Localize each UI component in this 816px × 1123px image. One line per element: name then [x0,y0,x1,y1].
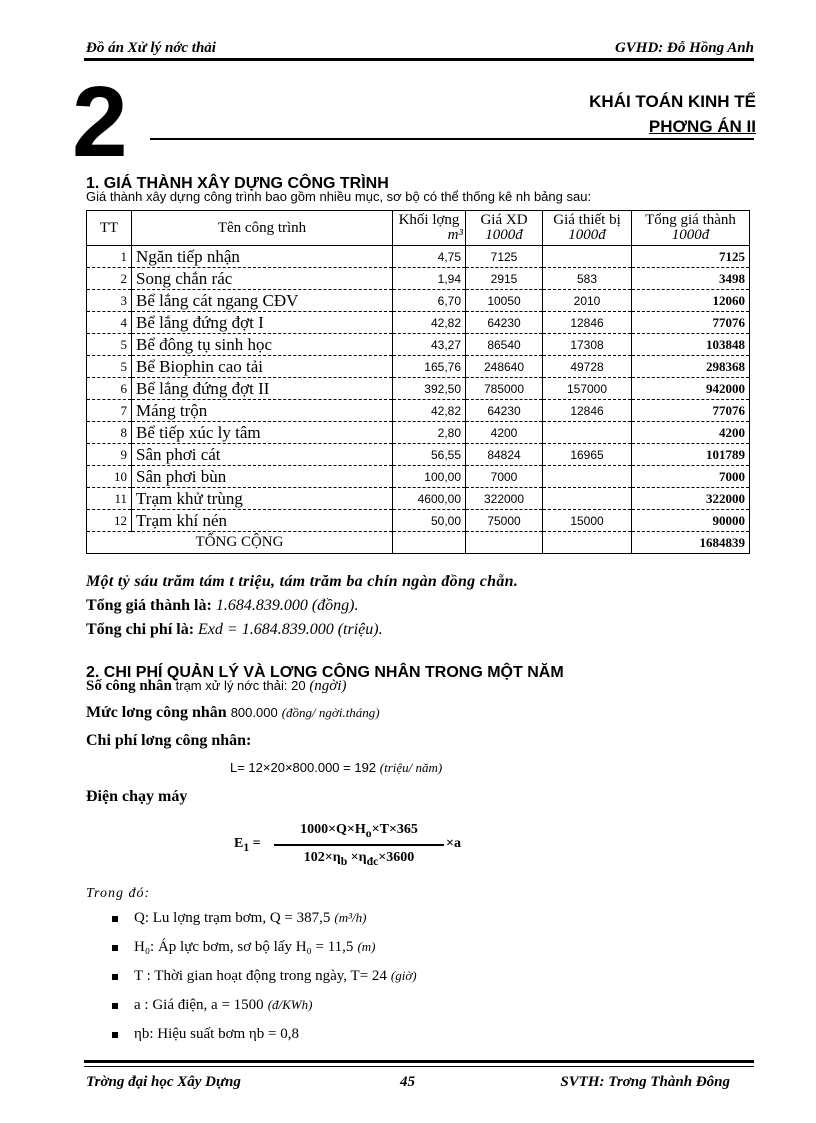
cell-tt: 9 [87,444,132,466]
col-tb-unit: 1000đ [568,227,606,243]
cell-tb [543,246,632,268]
formula-lhs-e: E [234,836,244,851]
table-row [87,378,750,400]
section1-heading: 1. GIÁ THÀNH XÂY DỰNG CÔNG TRÌNH [86,175,389,192]
list-item-unit: (giờ) [390,968,417,983]
sum-empty [466,532,543,554]
bullet-icon [112,916,118,922]
cell-tt: 5 [87,334,132,356]
cell-tb: 157000 [543,378,632,400]
cell-tb: 16965 [543,444,632,466]
wage-formula-text: L= 12×20×800.000 = 192 [230,760,377,775]
col-volume [393,211,466,246]
cell-tt: 7 [87,400,132,422]
cell-tb: 17308 [543,334,632,356]
wage-value: 800.000 [230,705,278,720]
cell-tt: 12 [87,510,132,532]
cell-xd: 10050 [466,290,543,312]
cell-tb [543,466,632,488]
chapter-title-line1: KHÁI TOÁN KINH TẾ [589,92,756,111]
bullet-icon [112,974,118,980]
bullet-icon [112,945,118,951]
cell-name: Song chắn rác [132,268,393,290]
cell-tb: 15000 [543,510,632,532]
workers-unit: (ngời) [309,678,347,694]
cell-volume: 1,94 [393,268,466,290]
cell-name: Bể lắng đứng đợt I [132,312,393,334]
total-cost-label: Tổng chi phí là: [86,621,195,638]
col-total-label: Tổng giá thành [645,212,736,228]
cell-name: Ngăn tiếp nhận [132,246,393,268]
bullet-icon [112,1032,118,1038]
list-item-text: H₀: Áp lực bơm, sơ bộ lấy H₀ = 11,5 [134,939,354,955]
cell-total: 77076 [632,312,750,334]
cell-total: 12060 [632,290,750,312]
cell-tt: 6 [87,378,132,400]
cell-xd: 86540 [466,334,543,356]
formula-lhs-sub: 1 [243,840,250,854]
cell-tb: 2010 [543,290,632,312]
chapter-number: 2 [72,66,128,178]
header-left: Đồ án Xử lý nớc thải [86,40,216,56]
total-price-value: 1.684.839.000 (đồng). [215,597,359,614]
cell-volume: 392,50 [393,378,466,400]
table-row [87,422,750,444]
list-item [134,939,375,956]
list-item-unit: (đ/KWh) [267,997,313,1012]
list-item-text: Q: Lu lợng trạm bơm, Q = 387,5 [134,910,331,926]
cell-volume: 100,00 [393,466,466,488]
sum-label: TỔNG CỘNG [87,532,393,554]
cell-tt: 3 [87,290,132,312]
formula-den-text: 102×η [303,850,341,865]
section2-heading: 2. CHI PHÍ QUẢN LÝ VÀ LƠNG CÔNG NHÂN TRONG MỘT NĂM [86,664,564,681]
cell-volume: 6,70 [393,290,466,312]
workers-text: trạm xử lý nớc thải: 20 [175,678,306,693]
footer-left: Trờng đại học Xây Dựng [86,1074,241,1090]
cell-name: Bể đông tụ sinh học [132,334,393,356]
cell-name: Bể lắng cát ngang CĐV [132,290,393,312]
cell-volume: 165,76 [393,356,466,378]
table-row [87,466,750,488]
cell-xd: 64230 [466,312,543,334]
list-item-text: a : Giá điện, a = 1500 [134,997,264,1013]
list-item-unit: (m) [357,939,376,954]
cell-volume: 4600,00 [393,488,466,510]
cell-tb: 12846 [543,312,632,334]
cell-volume: 2,80 [393,422,466,444]
list-item-text: ηb: Hiệu suất bơm ηb = 0,8 [134,1026,299,1042]
col-volume-unit: m³ [447,227,463,243]
wage-formula-unit: (triệu/ năm) [379,760,443,775]
electric-label: Điện chạy máy [86,788,188,805]
list-item [134,910,366,927]
formula-num-tail: ×T×365 [371,822,418,837]
cell-total: 90000 [632,510,750,532]
list-item-text: T : Thời gian hoạt động trong ngày, T= 24 [134,968,387,984]
cell-volume: 43,27 [393,334,466,356]
cell-total: 77076 [632,400,750,422]
cell-tt: 4 [87,312,132,334]
workers-line [86,678,346,695]
cell-tt: 10 [87,466,132,488]
bullet-icon [112,1003,118,1009]
cell-total: 3498 [632,268,750,290]
amount-in-words: Một tỷ sáu trăm tám t triệu, tám trăm ba chín ngàn đồng chẵn. [86,573,519,590]
table-row [87,312,750,334]
table-row [87,290,750,312]
cell-xd: 248640 [466,356,543,378]
table-row [87,510,750,532]
col-xd-unit: 1000đ [485,227,523,243]
cell-name: Sân phơi cát [132,444,393,466]
electric-formula [234,822,494,872]
header-rule [84,58,754,61]
col-tt: TT [87,211,132,246]
list-item-unit: (m³/h) [334,910,367,925]
sum-empty [543,532,632,554]
cell-xd: 4200 [466,422,543,444]
header-right: GVHD: Đỗ Hồng Anh [614,40,754,56]
formula-num-text: 1000×Q×H [300,822,366,837]
cell-xd: 2915 [466,268,543,290]
cell-tt: 5 [87,356,132,378]
formula-mult: ×a [446,836,461,851]
col-total [632,211,750,246]
cell-volume: 50,00 [393,510,466,532]
cell-volume: 42,82 [393,312,466,334]
cell-tb: 583 [543,268,632,290]
formula-den-tail: ×3600 [378,850,415,865]
wage-unit: (đồng/ ngời.tháng) [281,705,380,720]
workers-label: Số công nhân [86,678,172,694]
cell-name: Trạm khử trùng [132,488,393,510]
cell-tt: 1 [87,246,132,268]
table-row [87,268,750,290]
cell-xd: 322000 [466,488,543,510]
cell-total: 101789 [632,444,750,466]
cell-name: Sân phơi bùn [132,466,393,488]
col-total-unit: 1000đ [671,227,710,243]
table-row [87,356,750,378]
cell-name: Bể tiếp xúc ly tâm [132,422,393,444]
cell-total: 298368 [632,356,750,378]
cell-total: 7125 [632,246,750,268]
formula-denominator: $102\times\eta_b \times\eta_{đc}\times 3600$ [303,850,415,868]
cell-volume: 56,55 [393,444,466,466]
cell-tb: 12846 [543,400,632,422]
cost-table [86,210,750,554]
cell-volume: 4,75 [393,246,466,268]
cell-tb [543,422,632,444]
table-row [87,400,750,422]
cell-tt: 8 [87,422,132,444]
list-item [134,1026,303,1043]
cell-total: 7000 [632,466,750,488]
formula-numerator: $1000\times Q\times H_o\times T\times 365$ [300,822,418,840]
cell-total: 942000 [632,378,750,400]
cell-name: Máng trộn [132,400,393,422]
section1-intro: Giá thành xây dựng công trình bao gồm nhiều mục, sơ bộ có thể thống kê nh bảng sau: [86,189,592,204]
table-sum-row [87,532,750,554]
cell-xd: 7125 [466,246,543,268]
list-item [134,997,312,1014]
cell-total: 4200 [632,422,750,444]
cell-name: Bể Biophin cao tải [132,356,393,378]
cell-tt: 2 [87,268,132,290]
col-tb [543,211,632,246]
total-cost-line [86,621,383,639]
cell-xd: 785000 [466,378,543,400]
table-row [87,444,750,466]
cell-name: Trạm khí nén [132,510,393,532]
wage-cost-label: Chi phí lơng công nhân: [86,732,252,749]
total-price-label: Tổng giá thành là: [86,597,212,614]
cell-xd: 84824 [466,444,543,466]
cell-xd: 7000 [466,466,543,488]
cell-volume: 42,82 [393,400,466,422]
footer-rule-2 [84,1066,754,1067]
footer-page: 45 [400,1074,415,1090]
footer-right: SVTH: Trơng Thành Đông [560,1074,730,1090]
total-price-line [86,597,358,615]
wage-formula [230,760,442,777]
where-label: Trong đó: [86,886,151,901]
wage-label: Mức lơng công nhân [86,704,227,721]
cell-tt: 11 [87,488,132,510]
cell-total: 322000 [632,488,750,510]
formula-bar [274,844,444,846]
cell-tb: 49728 [543,356,632,378]
col-tb-label: Giá thiết bị [553,212,621,228]
chapter-rule [150,138,754,140]
cell-name: Bể lắng đứng đợt II [132,378,393,400]
formula-lhs: $E_1$ = [234,836,261,854]
cell-xd: 64230 [466,400,543,422]
list-item [134,968,417,985]
total-cost-value: Exd = 1.684.839.000 (triệu). [198,621,383,638]
cell-total: 103848 [632,334,750,356]
col-xd-label: Giá XD [480,212,528,228]
chapter-title-line2: PHƠNG ÁN II [648,117,756,136]
col-volume-label: Khối lợng [398,212,460,228]
cell-xd: 75000 [466,510,543,532]
footer-rule-1 [84,1060,754,1063]
sum-value: 1684839 [632,532,750,554]
table-row [87,488,750,510]
table-row [87,334,750,356]
sum-empty [393,532,466,554]
wage-line [86,704,380,722]
cell-tb [543,488,632,510]
table-row [87,246,750,268]
col-name: Tên công trình [132,211,393,246]
col-xd [466,211,543,246]
